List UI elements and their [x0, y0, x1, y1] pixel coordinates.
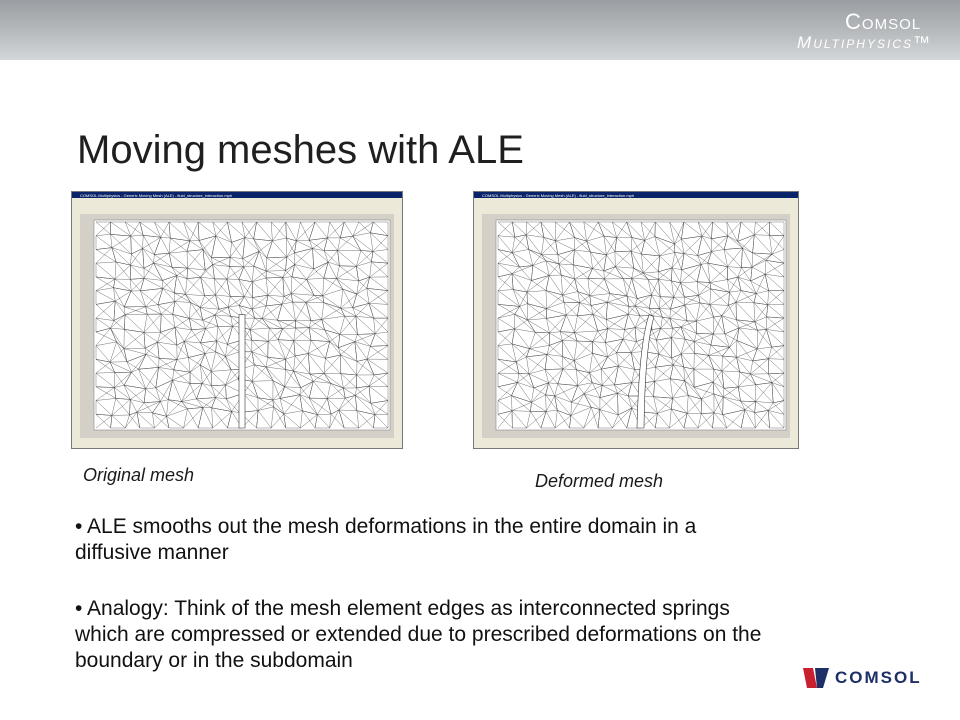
- bullet-ale-smoothing: • ALE smooths out the mesh deformations in the entire domain in a diffusive manner: [75, 515, 697, 564]
- beam-obstacle: [239, 315, 245, 428]
- header-band: [0, 0, 960, 60]
- caption-deformed-mesh: Deformed mesh: [535, 471, 664, 491]
- deformed-mesh-screenshot: [473, 191, 799, 449]
- window-title: COMSOL Multiphysics - Generic Moving Mesh (ALE) - fluid_structure_interaction.mph: [482, 193, 635, 198]
- original-mesh-window: [72, 192, 402, 448]
- footer-brand-text: COMSOL: [835, 668, 922, 687]
- bullet-analogy: • Analogy: Think of the mesh element edges as interconnected springs which are compressed or extended due to prescribed deformations on the boundary or in the subdomain: [75, 597, 762, 672]
- deformed-mesh-window: [474, 192, 798, 448]
- comsol-footer-logo: [803, 668, 922, 688]
- slide-title: Moving meshes with ALE: [77, 128, 524, 172]
- comsol-multiphysics-logo: [797, 10, 932, 52]
- comsol-mark-icon: [803, 668, 829, 688]
- window-title: COMSOL Multiphysics - Generic Moving Mesh (ALE) - fluid_structure_interaction.mph: [80, 193, 233, 198]
- original-mesh-screenshot: [71, 191, 403, 449]
- caption-original-mesh: Original mesh: [83, 465, 195, 485]
- logo-line1: Comsol: [845, 9, 922, 34]
- logo-line2: Multiphysics™: [797, 33, 932, 52]
